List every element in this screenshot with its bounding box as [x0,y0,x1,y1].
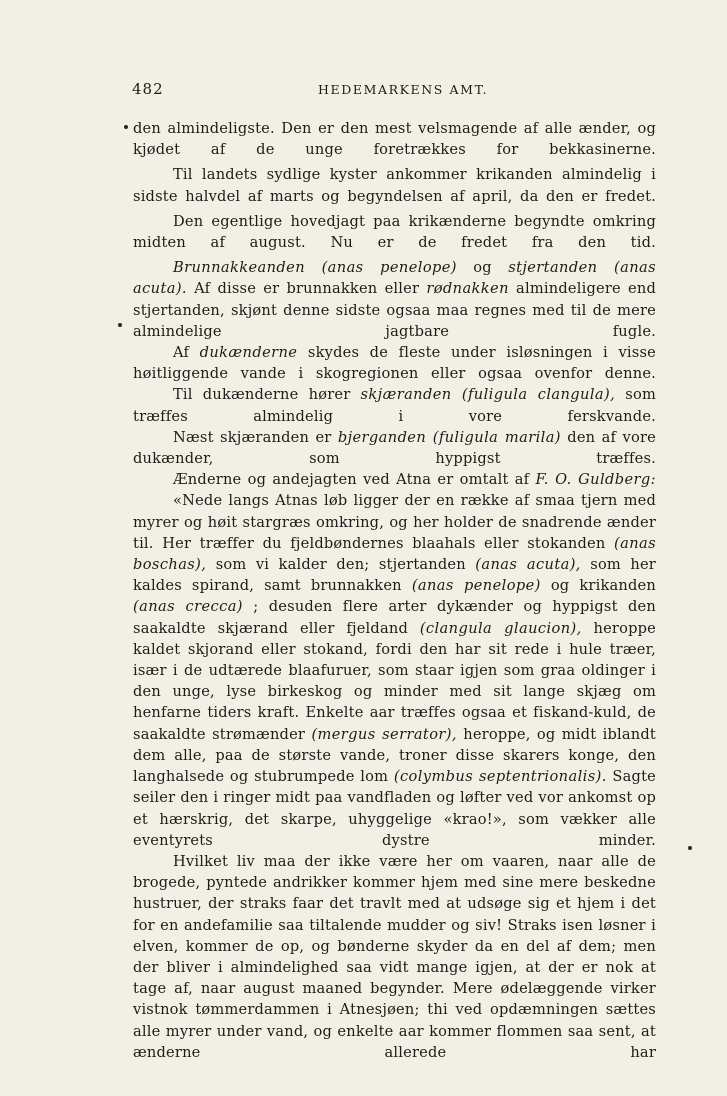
paragraph: Ænderne og andejagten ved Atna er omtalt af F. O. Guldberg: [173,471,656,489]
page-header [132,80,664,102]
species-name: dukænderne [199,344,298,362]
species-name: stjertanden (anas acuta). [133,259,656,298]
paragraph: den almindeligste. Den er den mest velsmagende af alle ænder, og kjødet af de unge foretrækkes for bekkasinerne. [133,120,656,159]
paragraph: Hvilket liv maa der ikke være her om vaaren, naar alle de brogede, pyntede andrikker kommer hjem med sine mere beskedne hustruer, der straks faar det travlt med at udsøge sig et hjem i det for en andefamilie saa tiltalende mudder og siv! Straks isen løsner i elven, kommer de op, og bønderne skyder da en del af dem; men der bliver i almindelighed saa vidt mange igjen, at der er nok at tage af, naar august maaned begynder. Mere ødelæggende virker vistnok tømmerdammen i Atnesjøen; thi ved opdæmningen sættes alle myrer under vand, og enkelte aar kommer flommen saa sent, at ænderne allerede har [133,852,656,1061]
species-name: (anas boschas), [133,534,656,574]
species-name: (colymbus septentrionalis). [393,768,607,786]
species-name: (anas penelope) [411,577,541,595]
body-text [133,118,656,1063]
paragraph: Den egentlige hovedjagt paa krikænderne begyndte omkring midten af august. Nu er de fredet fra den tid. [133,212,656,252]
species-name: (anas crecca) [133,598,243,616]
species-name: bjerganden (fuligula marila) [337,428,561,446]
species-name: Brunnakkeanden (anas penelope) [173,259,457,277]
species-name: (clangula glaucion), [419,619,582,637]
margin-speck [118,323,122,327]
quotation-paragraph: «Nede langs Atnas løb ligger der en række af smaa tjern med myrer og høit stargræs omkring, og her holder de snadrende ænder til. Her træffer du fjeldbøndernes blaahals eller stokanden (anas boschas), som vi kalder den; stjertanden (anas acuta), som her kaldes spirand, samt brunnakken (anas penelope) og krikanden (anas crecca) ; desuden flere arter dykænder og hyppigst den saakaldte skjærand eller fjeldand (clangula glaucion), heroppe kaldet skjorand eller stokand, fordi den har sit rede i hule træer, især i de udtærede blaafuruer, som staar igjen som graa oldinger i den unge, lyse birkeskog og minder med sit lange skjæg om henfarne tiders kraft. Enkelte aar træffes ogsaa et fiskand-kuld, de saakaldte strømænder (mergus serrator), heroppe, og midt iblandt dem alle, paa de største vande, troner disse skarers konge, den langhalsede og stubrumpede lom (colymbus septentrionalis). Sagte seiler den i ringer midt paa vandfladen og løfter ved vor ankomst op et hærskrig, det skarpe, uhyggelige «krao!», som vækker alle eventyrets dystre minder. [133,492,657,849]
paragraph: Brunnakkeanden (anas penelope) og stjertanden (anas acuta). Af disse er brunnakken eller rødnakken almindeligere end stjertanden, skjønt denne sidste ogsaa maa regnes med til de mere almindelige jagtbare fugle. [133,259,656,340]
paragraph: Af dukænderne skydes de fleste under isløsningen i visse høitliggende vande i skogregionen eller ogsaa ovenfor denne. [133,344,656,383]
author-name: F. O. Guldberg: [535,471,656,489]
paragraph: Næst skjæranden er bjerganden (fuligula marila) den af vore dukænder, som hyppigst træffes. [133,428,656,468]
margin-speck [124,125,128,129]
species-name: (anas acuta), [475,556,581,574]
page-number: 482 [132,80,164,98]
species-name: (mergus serrator), [311,725,457,743]
species-name: rødnakken [426,280,509,298]
margin-speck [688,846,692,850]
paragraph: Til landets sydlige kyster ankommer krikanden almindelig i sidste halvdel af marts og begyndelsen af april, da den er fredet. [133,166,656,205]
running-title: HEDEMARKENS AMT. [318,82,489,97]
species-name: skjæranden (fuligula clangula), [360,386,616,404]
paragraph: Til dukænderne hører skjæranden (fuligula clangula), som træffes almindelig i vore ferskvande. [133,386,656,425]
